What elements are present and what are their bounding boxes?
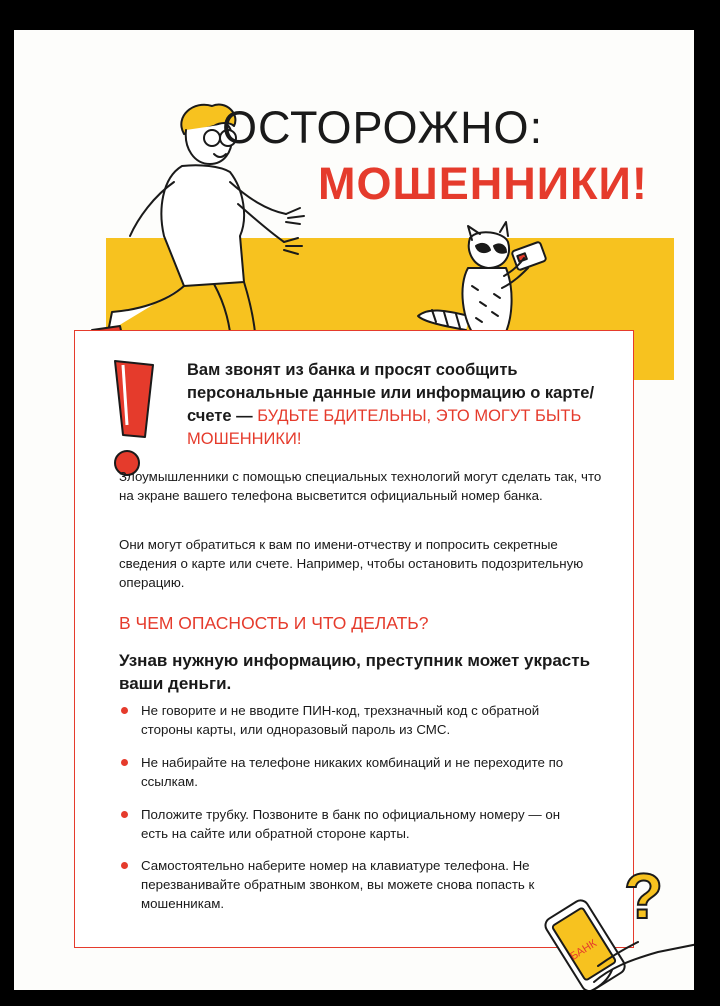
list-item: Не говорите и не вводите ПИН-код, трехзначный код с обратной стороны карты, или одноразовый пароль из СМС. (119, 701, 569, 739)
phone-hand-illustration (538, 848, 694, 990)
page-title-line1: ОСТОРОЖНО: (222, 102, 544, 153)
section-subtitle: Узнав нужную информацию, преступник может украсть ваши деньги. (119, 651, 591, 693)
poster (14, 30, 694, 990)
advice-list (119, 701, 569, 913)
question-mark-icon: ? (624, 860, 664, 932)
paragraph-1: Злоумышленники с помощью специальных технологий могут сделать так, что на экране вашего телефона высветится официальный номер банка. (119, 469, 602, 503)
section-title: В ЧЕМ ОПАСНОСТЬ И ЧТО ДЕЛАТЬ? (119, 613, 429, 633)
paragraph-2: Они могут обратиться к вам по имени-отчеству и попросить секретные сведения о карте или счете. Например, чтобы остановить подозрительную операцию. (119, 537, 584, 590)
intro-bold: Вам звонят из банка и просят сообщить персональные данные или информацию о карте/счете — (187, 361, 595, 425)
intro-warning: БУДЬТЕ БДИТЕЛЬНЫ, ЭТО МОГУТ БЫТЬ МОШЕННИКИ! (187, 407, 582, 448)
intro-text (187, 359, 617, 451)
list-item: Не набирайте на телефоне никаких комбинаций и не переходите по ссылкам. (119, 753, 569, 791)
phone-screen-label: БАНК (568, 937, 599, 963)
exclamation-icon (105, 355, 165, 479)
page-title-line2: МОШЕННИКИ! (318, 158, 648, 209)
list-item: Положите трубку. Позвоните в банк по официальному номеру — он есть на сайте или обратной стороне карты. (119, 805, 569, 843)
list-item: Самостоятельно наберите номер на клавиатуре телефона. Не перезванивайте обратным звонком, вы можете снова попасть к мошенникам. (119, 856, 569, 913)
